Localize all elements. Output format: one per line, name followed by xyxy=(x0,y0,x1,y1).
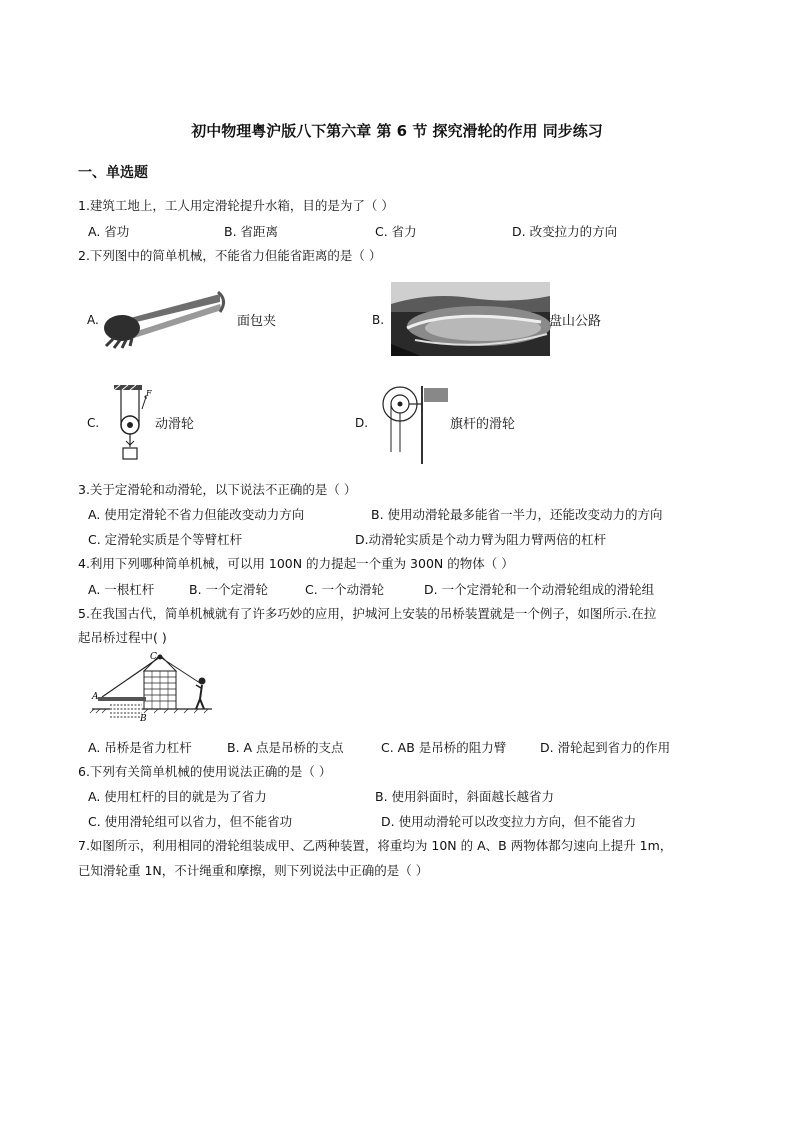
person-icon xyxy=(196,678,206,710)
mountain-road-photo xyxy=(391,282,550,356)
q3-option-c[interactable]: C. 定滑轮实质是个等臂杠杆 xyxy=(88,532,243,547)
q3-option-a[interactable]: A. 使用定滑轮不省力但能改变动力方向 xyxy=(88,507,305,522)
question-4-stem: 4.利用下列哪种简单机械，可以用 100N 的力提起一个重为 300N 的物体（ ） xyxy=(78,556,514,571)
question-3-stem: 3.关于定滑轮和动滑轮，以下说法不正确的是（ ） xyxy=(78,482,357,497)
question-5-stem-line1: 5.在我国古代，简单机械就有了许多巧妙的应用，护城河上安装的吊桥装置就是一个例子，如图所示.在拉 xyxy=(78,606,657,621)
q5-option-c[interactable]: C. AB 是吊桥的阻力臂 xyxy=(381,740,507,755)
question-7-stem-line2: 已知滑轮重 1N，不计绳重和摩擦，则下列说法中正确的是（ ） xyxy=(78,863,429,878)
q1-option-a[interactable]: A. 省功 xyxy=(88,224,130,239)
bread-tongs-image xyxy=(100,288,228,350)
q4-option-b[interactable]: B. 一个定滑轮 xyxy=(189,582,269,597)
question-5-stem-line2: 起吊桥过程中( ) xyxy=(78,630,167,645)
q2-option-a[interactable]: A. xyxy=(87,313,99,327)
q6-option-b[interactable]: B. 使用斜面时，斜面越长越省力 xyxy=(375,789,555,804)
force-label: F xyxy=(146,389,152,398)
q2-option-d[interactable]: D. xyxy=(355,416,369,430)
q4-option-a[interactable]: A. 一根杠杆 xyxy=(88,582,155,597)
question-1-stem: 1.建筑工地上，工人用定滑轮提升水箱，目的是为了（ ） xyxy=(78,198,394,213)
bridge-deck xyxy=(98,697,146,701)
q2-caption-b: 盘山公路 xyxy=(549,314,602,329)
q2-option-b[interactable]: B. xyxy=(372,313,385,327)
question-7-stem-line1: 7.如图所示，利用相同的滑轮组装成甲、乙两种装置，将重均为 10N 的 A、B 两物体都匀速向上提升 1m， xyxy=(78,838,673,853)
q1-option-d[interactable]: D. 改变拉力的方向 xyxy=(512,224,618,239)
q6-option-d[interactable]: D. 使用动滑轮可以改变拉力方向，但不能省力 xyxy=(381,814,637,829)
tongs-icon xyxy=(104,292,224,348)
moat xyxy=(110,705,142,717)
q2-option-c[interactable]: C. xyxy=(87,416,100,430)
q5-option-b[interactable]: B. A 点是吊桥的支点 xyxy=(227,740,344,755)
q2-caption-a: 面包夹 xyxy=(237,314,277,329)
label-a: A xyxy=(92,692,99,702)
q4-option-d[interactable]: D. 一个定滑轮和一个动滑轮组成的滑轮组 xyxy=(424,582,655,597)
question-6-stem: 6.下列有关简单机械的使用说法正确的是（ ） xyxy=(78,764,332,779)
drawbridge-diagram xyxy=(88,651,216,733)
q2-caption-d: 旗杆的滑轮 xyxy=(450,417,516,432)
q6-option-a[interactable]: A. 使用杠杆的目的就是为了省力 xyxy=(88,789,267,804)
flag-icon xyxy=(424,388,448,402)
q4-option-c[interactable]: C. 一个动滑轮 xyxy=(305,582,385,597)
flagpole-pulley-diagram xyxy=(370,382,450,466)
movable-pulley-diagram xyxy=(110,383,156,463)
q1-option-b[interactable]: B. 省距离 xyxy=(224,224,279,239)
q1-option-c[interactable]: C. 省力 xyxy=(375,224,417,239)
label-b: B xyxy=(140,714,147,724)
q6-option-c[interactable]: C. 使用滑轮组可以省力，但不能省功 xyxy=(88,814,293,829)
castle-wall xyxy=(144,655,176,709)
q3-option-d[interactable]: D.动滑轮实质是个动力臂为阻力臂两倍的杠杆 xyxy=(355,532,607,547)
q3-option-b[interactable]: B. 使用动滑轮最多能省一半力，还能改变动力的方向 xyxy=(371,507,663,522)
q5-option-d[interactable]: D. 滑轮起到省力的作用 xyxy=(540,740,671,755)
q2-caption-c: 动滑轮 xyxy=(155,417,195,432)
label-c: C xyxy=(150,652,157,662)
page-title: 初中物理粤沪版八下第六章 第 6 节 探究滑轮的作用 同步练习 xyxy=(191,122,603,140)
question-2-stem: 2.下列图中的简单机械，不能省力但能省距离的是（ ） xyxy=(78,248,382,263)
section-heading: 一、单选题 xyxy=(78,165,148,181)
weight-block xyxy=(123,448,137,459)
q5-option-a[interactable]: A. 吊桥是省力杠杆 xyxy=(88,740,192,755)
